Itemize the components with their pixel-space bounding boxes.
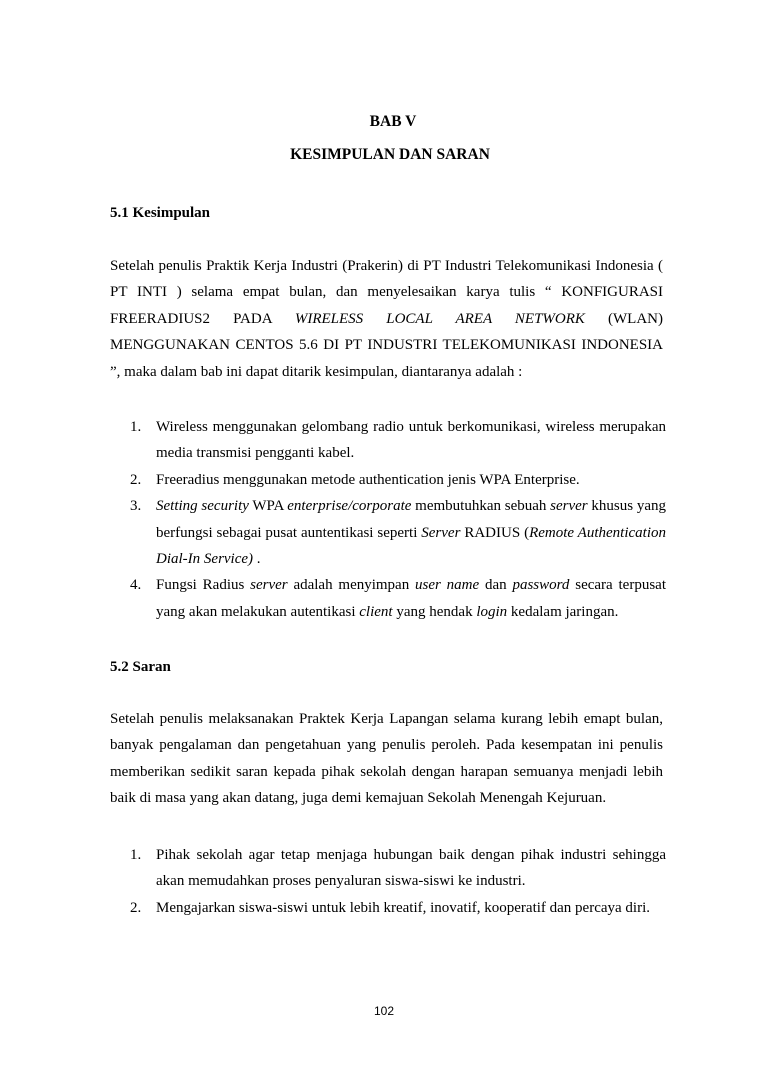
list-item: [110, 572, 666, 625]
section-heading-saran: 5.2 Saran: [110, 659, 171, 675]
list-item: [110, 895, 666, 921]
list-item: [110, 414, 666, 467]
list-item-number: 3.: [130, 498, 142, 515]
list-item-text: Fungsi Radius server adalah menyimpan user name dan password secara terpusat yang akan melakukan autentikasi client yang hendak login kedalam jaringan.: [156, 577, 666, 620]
chapter-label: BAB V: [369, 113, 417, 130]
section-heading-kesimpulan: 5.1 Kesimpulan: [110, 205, 211, 221]
list-item-text: Freeradius menggunakan metode authentication jenis WPA Enterprise.: [156, 471, 580, 488]
conclusion-list: [110, 414, 666, 625]
page-number: 102: [373, 1004, 395, 1018]
list-item-number: 2.: [130, 471, 142, 488]
section-paragraph-kesimpulan: Setelah penulis Praktik Kerja Industri (Prakerin) di PT Industri Telekomunikasi Indonesia ( PT INTI ) selama empat bulan, dan menyelesaikan karya tulis “ KONFIGURASI FREERADIUS2 PADA WIRELESS LOCAL AREA NETWORK (WLAN) MENGGUNAKAN CENTOS 5.6 DI PT INDUSTRI TELEKOMUNIKASI INDONESIA ”, maka dalam bab ini dapat ditarik kesimpulan, diantaranya adalah :: [110, 258, 663, 380]
chapter-title: KESIMPULAN DAN SARAN: [290, 146, 490, 163]
list-item-number: 1.: [130, 847, 142, 863]
list-item-text: Wireless menggunakan gelombang radio untuk berkomunikasi, wireless merupakan media transmisi pengganti kabel.: [156, 419, 666, 462]
list-item: [110, 842, 666, 895]
list-item-number: 4.: [130, 577, 142, 594]
list-item-number: 1.: [130, 419, 142, 435]
suggestion-list: [110, 842, 666, 921]
list-item: [110, 493, 666, 572]
list-item-text: Pihak sekolah agar tetap menjaga hubungan baik dengan pihak industri sehingga akan memudahkan proses penyaluran siswa-siswi ke industri.: [156, 847, 666, 890]
list-item-text: Mengajarkan siswa-siswi untuk lebih kreatif, inovatif, kooperatif dan percaya diri.: [156, 899, 651, 916]
list-item-text: Setting security WPA enterprise/corporate membutuhkan sebuah server khusus yang berfungsi sebagai pusat auntentikasi seperti Server RADIUS (Remote Authentication Dial-In Service) .: [156, 498, 666, 568]
list-item: [110, 467, 666, 493]
list-item-number: 2.: [130, 899, 142, 916]
section-paragraph-saran: Setelah penulis melaksanakan Praktek Kerja Lapangan selama kurang lebih emapt bulan, banyak pengalaman dan pengetahuan yang penulis peroleh. Pada kesempatan ini penulis memberikan sedikit saran kepada pihak sekolah dengan harapan semuanya menjadi lebih baik di masa yang akan datang, juga demi kemajuan Sekolah Menengah Kejuruan.: [110, 711, 663, 807]
